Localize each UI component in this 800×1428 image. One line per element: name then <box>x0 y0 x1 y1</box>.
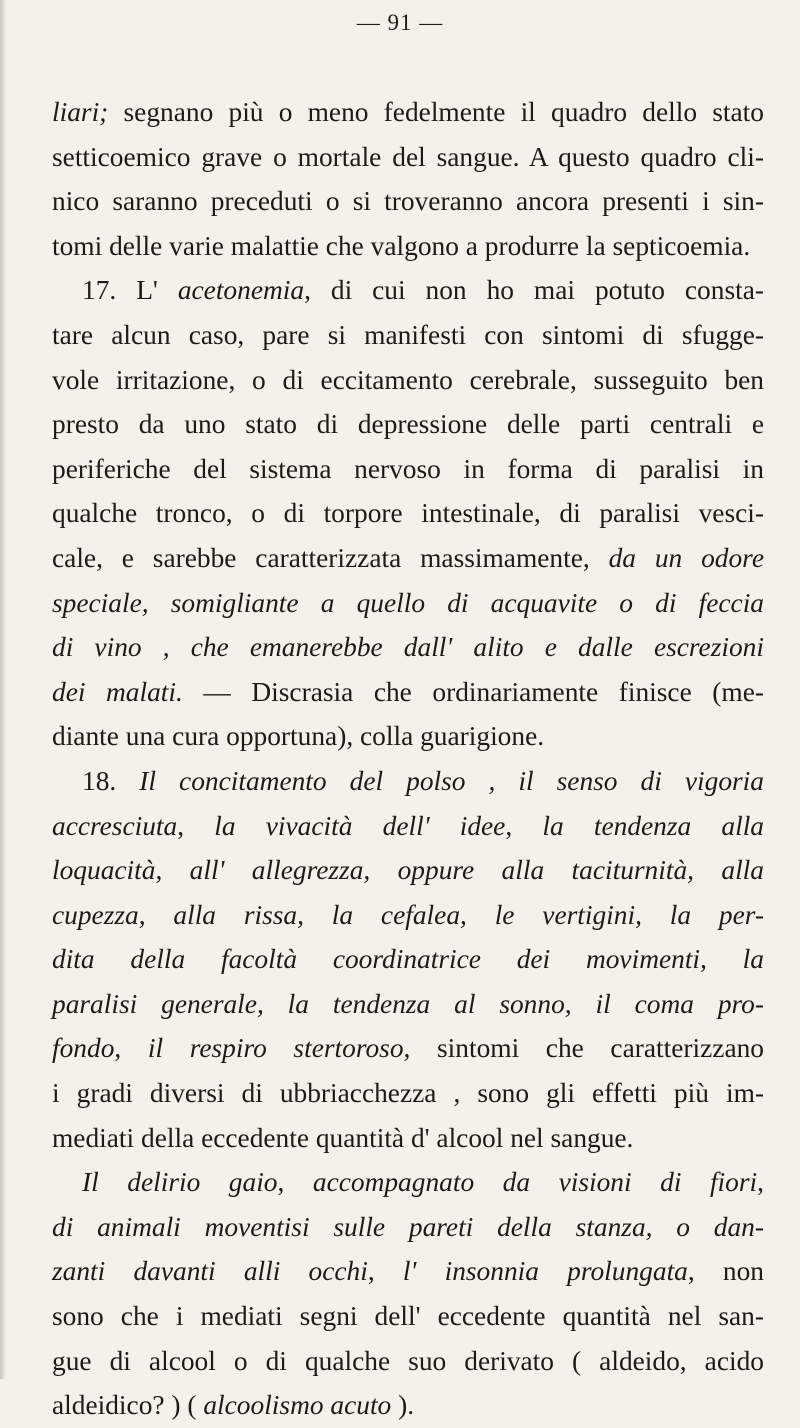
italic-text: la vivacità dell' idee <box>214 810 506 841</box>
text-segment: ). <box>391 1390 415 1421</box>
text-line <box>52 447 764 492</box>
text-line <box>52 358 764 403</box>
text-segment: , <box>114 1033 148 1064</box>
italic-text: paralisi generale, la tendenza al sonno, il coma pro- <box>52 988 764 1019</box>
text-line <box>52 536 764 581</box>
italic-text: accresciuta <box>52 810 178 841</box>
page-number: — 91 — <box>356 10 444 35</box>
text-line <box>52 1205 764 1250</box>
italic-text: dei malati. <box>52 676 183 707</box>
text-line <box>52 581 764 626</box>
italic-text: accompagnato da visioni di fiori <box>312 1167 758 1198</box>
body-text <box>52 90 764 1428</box>
text-segment: , non <box>687 1256 765 1287</box>
text-segment: presto da uno stato di depressione delle parti centrali e <box>52 409 764 440</box>
page-edge-shadow <box>0 0 6 1379</box>
text-line <box>52 1249 764 1294</box>
text-line <box>52 670 764 715</box>
text-line <box>52 491 764 536</box>
italic-text: cupezza, alla rissa, la cefalea, le vertigini, la per- <box>52 899 764 930</box>
italic-text: acetonemia <box>177 275 305 306</box>
text-segment: periferiche del sistema nervoso in forma di paralisi in <box>52 453 764 484</box>
text-line <box>52 224 764 269</box>
italic-text: l' insonnia prolungata <box>402 1256 688 1287</box>
text-line <box>52 1160 764 1205</box>
text-line <box>52 1339 764 1384</box>
text-line <box>52 759 764 804</box>
italic-text: la tendenza alla <box>542 810 764 841</box>
italic-text: liari; <box>52 97 109 127</box>
text-line <box>52 804 764 849</box>
text-line <box>52 982 764 1027</box>
text-line <box>52 179 764 224</box>
italic-text: dita della facoltà coordinatrice dei movimenti, la <box>52 944 764 975</box>
text-segment: — Discrasia che ordinariamente finisce (me- <box>182 676 764 707</box>
text-segment: , <box>177 810 215 841</box>
text-line <box>52 1026 764 1071</box>
text-segment: segnano più o meno fedelmente il quadro dello stato <box>108 97 764 127</box>
italic-text: di vino , che emanerebbe dall' alito e dalle escrezioni <box>52 632 764 663</box>
text-segment: , <box>367 1256 403 1287</box>
text-segment: diante una cura opportuna), colla guarigione. <box>52 721 545 752</box>
text-segment: sono che i mediati segni dell' eccedente quantità nel san- <box>52 1301 764 1332</box>
italic-text: zanti davanti alli occhi <box>52 1256 368 1287</box>
text-line <box>52 625 764 670</box>
text-line <box>52 893 764 938</box>
text-segment: cale, e sarebbe caratterizzata massimamente, <box>52 542 609 573</box>
text-line <box>52 135 764 180</box>
text-line <box>52 848 764 893</box>
text-segment: qualche tronco, o di torpore intestinale, di paralisi vesci- <box>52 498 764 529</box>
text-line <box>52 1383 764 1428</box>
italic-text: fondo <box>52 1033 115 1064</box>
text-segment: gue di alcool o di qualche suo derivato ( aldeido, acido <box>52 1345 764 1376</box>
text-line <box>52 313 764 358</box>
italic-text: Il delirio gaio <box>82 1167 278 1198</box>
text-line <box>52 402 764 447</box>
text-segment: , di cui non ho mai potuto consta- <box>304 275 764 306</box>
text-line <box>52 268 764 313</box>
italic-text: alcoolismo acuto <box>203 1390 392 1421</box>
text-segment: tomi delle varie malattie che valgono a produrre la septicoemia. <box>52 230 751 261</box>
text-segment: 17. L' <box>82 275 178 306</box>
text-segment: tare alcun caso, pare si manifesti con sintomi di sfugge- <box>52 319 764 350</box>
text-line <box>52 1071 764 1116</box>
italic-text: il respiro stertoroso, <box>147 1033 411 1064</box>
text-segment: i gradi diversi di ubbriacchezza , sono gli effetti più im- <box>52 1078 764 1109</box>
italic-text: di animali moventisi sulle pareti della stanza, o dan- <box>52 1211 764 1242</box>
text-line <box>52 1294 764 1339</box>
text-line <box>52 90 764 135</box>
italic-text: loquacità, all' allegrezza, oppure alla taciturnità, alla <box>52 855 764 886</box>
text-segment: setticoemico grave o mortale del sangue. A questo quadro cli- <box>52 141 764 172</box>
italic-text: Il concitamento del polso , il senso di vigoria <box>139 765 764 796</box>
text-segment: sintomi che caratterizzano <box>410 1033 764 1064</box>
text-segment: , <box>277 1167 313 1198</box>
text-segment: nico saranno preceduti o si troveranno ancora presenti i sin- <box>52 186 764 217</box>
text-segment: 18. <box>82 765 140 796</box>
italic-text: da un odore <box>608 542 764 573</box>
text-line <box>52 714 764 759</box>
text-segment: aldeidico? ) ( <box>52 1390 204 1421</box>
text-segment: , <box>505 810 543 841</box>
text-segment: , <box>757 1167 764 1198</box>
text-line <box>52 937 764 982</box>
text-segment: vole irritazione, o di eccitamento cerebrale, susseguito ben <box>52 364 764 395</box>
text-segment: mediati della eccedente quantità d' alcool nel sangue. <box>52 1122 634 1153</box>
text-line <box>52 1116 764 1161</box>
italic-text: speciale, somigliante a quello di acquavite o di feccia <box>52 587 764 618</box>
